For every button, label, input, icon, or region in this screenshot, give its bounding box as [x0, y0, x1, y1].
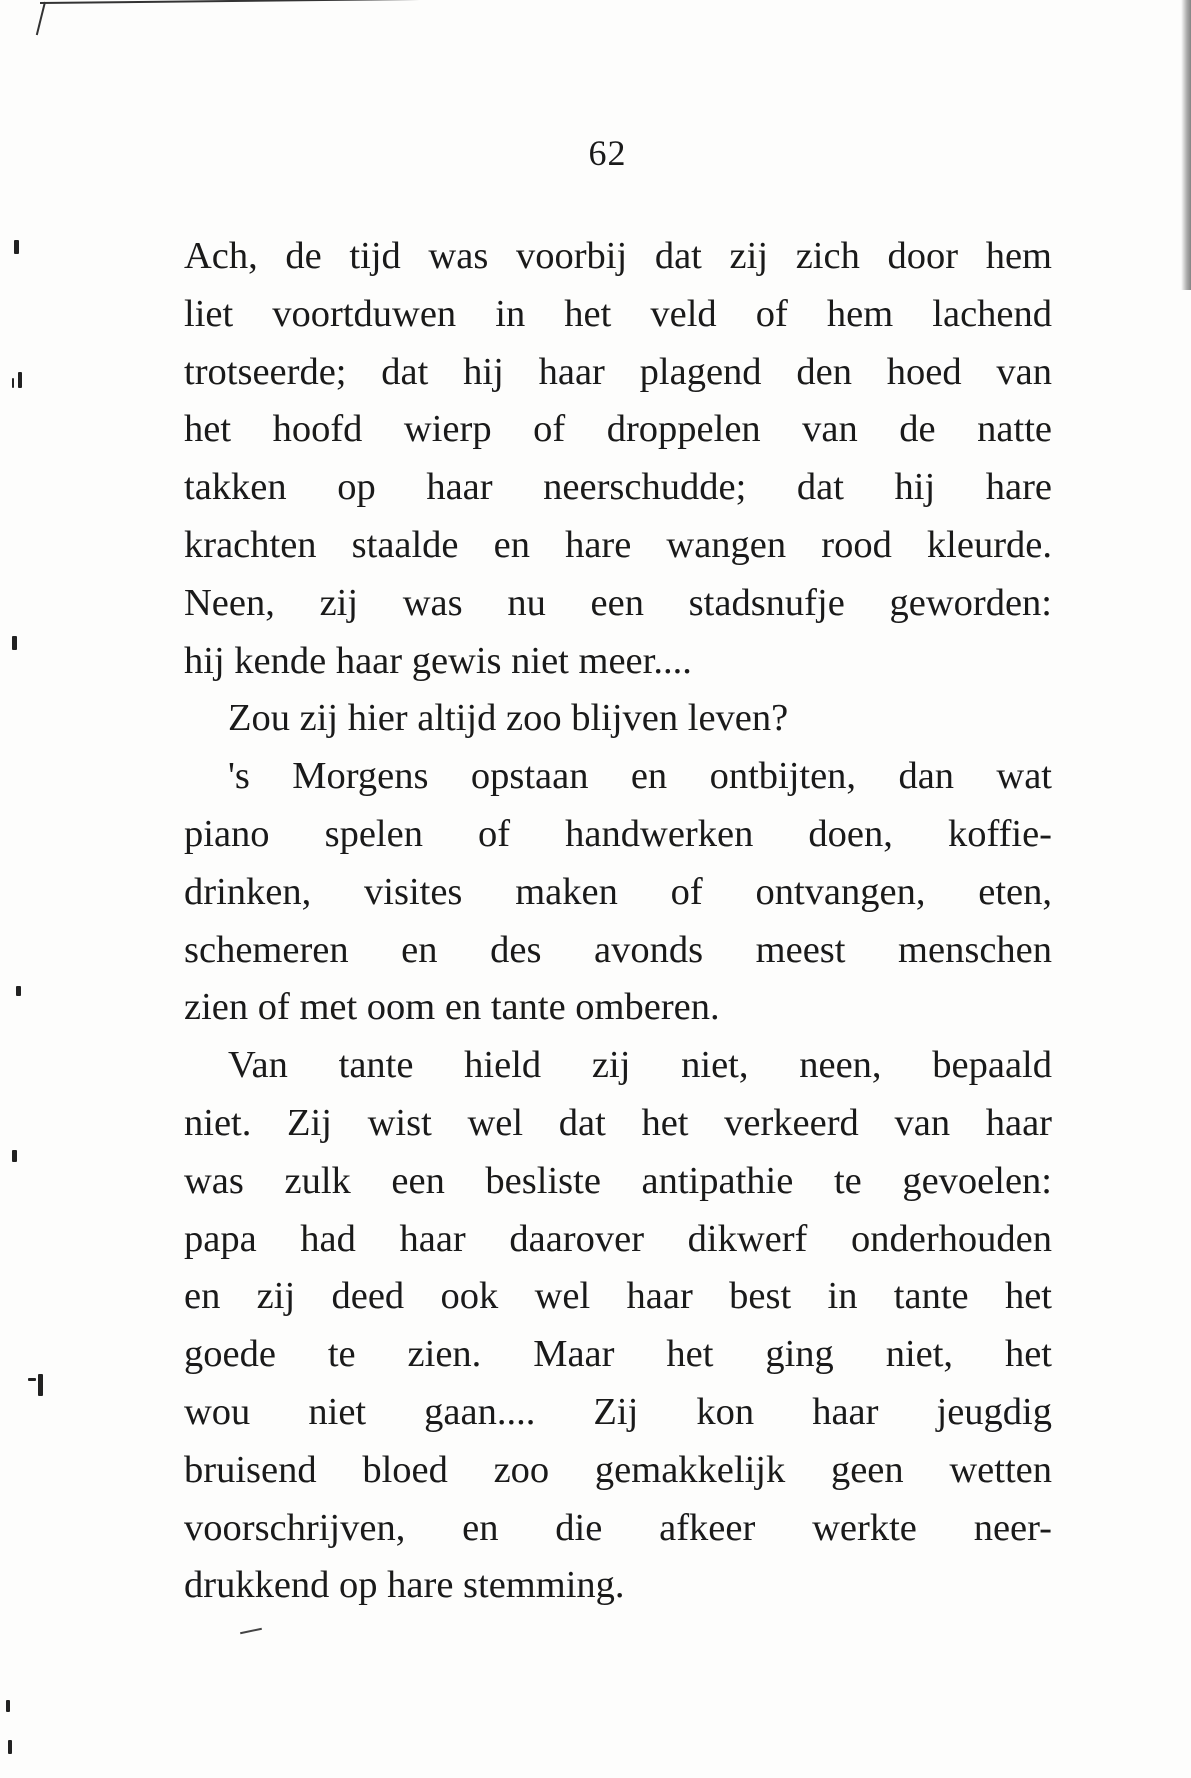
stray-ink-mark [240, 1628, 262, 1635]
text-line: het hoofd wierp of droppelen van de natte [184, 408, 1052, 451]
text-line: niet. Zij wist wel dat het verkeerd van haar [184, 1101, 1052, 1144]
text-line: krachten staalde en hare wangen rood kleurde. [184, 523, 1052, 566]
text-line: wou niet gaan.... Zij kon haar jeugdig [184, 1390, 1052, 1433]
text-line: Ach, de tijd was voorbij dat zij zich door hem [184, 235, 1052, 277]
text-line: zien of met oom en tante omberen. [184, 986, 720, 1029]
text-line: trotseerde; dat hij haar plagend den hoed van [184, 350, 1052, 393]
page-number: 62 [588, 133, 627, 173]
text-line: 's Morgens opstaan en ontbijten, dan wat [228, 755, 1052, 798]
text-line: voorschrijven, en die afkeer werkte neer- [184, 1506, 1052, 1549]
text-line: takken op haar neerschudde; dat hij hare [184, 466, 1052, 509]
text-line: liet voortduwen in het veld of hem lachend [184, 292, 1052, 335]
text-line: Zou zij hier altijd zoo blijven leven? [228, 697, 789, 740]
scan-margin-specks [0, 0, 60, 1778]
text-line: schemeren en des avonds meest menschen [184, 928, 1052, 971]
text-line: bruisend bloed zoo gemakkelijk geen wetten [184, 1448, 1052, 1491]
body-text [184, 228, 1052, 1615]
text-line: hij kende haar gewis niet meer.... [184, 639, 692, 682]
text-line: goede te zien. Maar het ging niet, het [184, 1333, 1052, 1376]
text-line: en zij deed ook wel haar best in tante het [184, 1275, 1052, 1318]
text-line: Van tante hield zij niet, neen, bepaald [228, 1044, 1052, 1087]
text-line: piano spelen of handwerken doen, koffie- [184, 812, 1052, 855]
text-line: was zulk een besliste antipathie te gevoelen: [184, 1159, 1052, 1202]
text-line: Neen, zij was nu een stadsnufje geworden: [184, 581, 1052, 624]
scan-edge-line [40, 0, 420, 4]
text-line: drukkend op hare stemming. [184, 1564, 625, 1607]
text-line: papa had haar daarover dikwerf onderhouden [184, 1217, 1052, 1260]
text-line: drinken, visites maken of ontvangen, eten, [184, 870, 1052, 913]
